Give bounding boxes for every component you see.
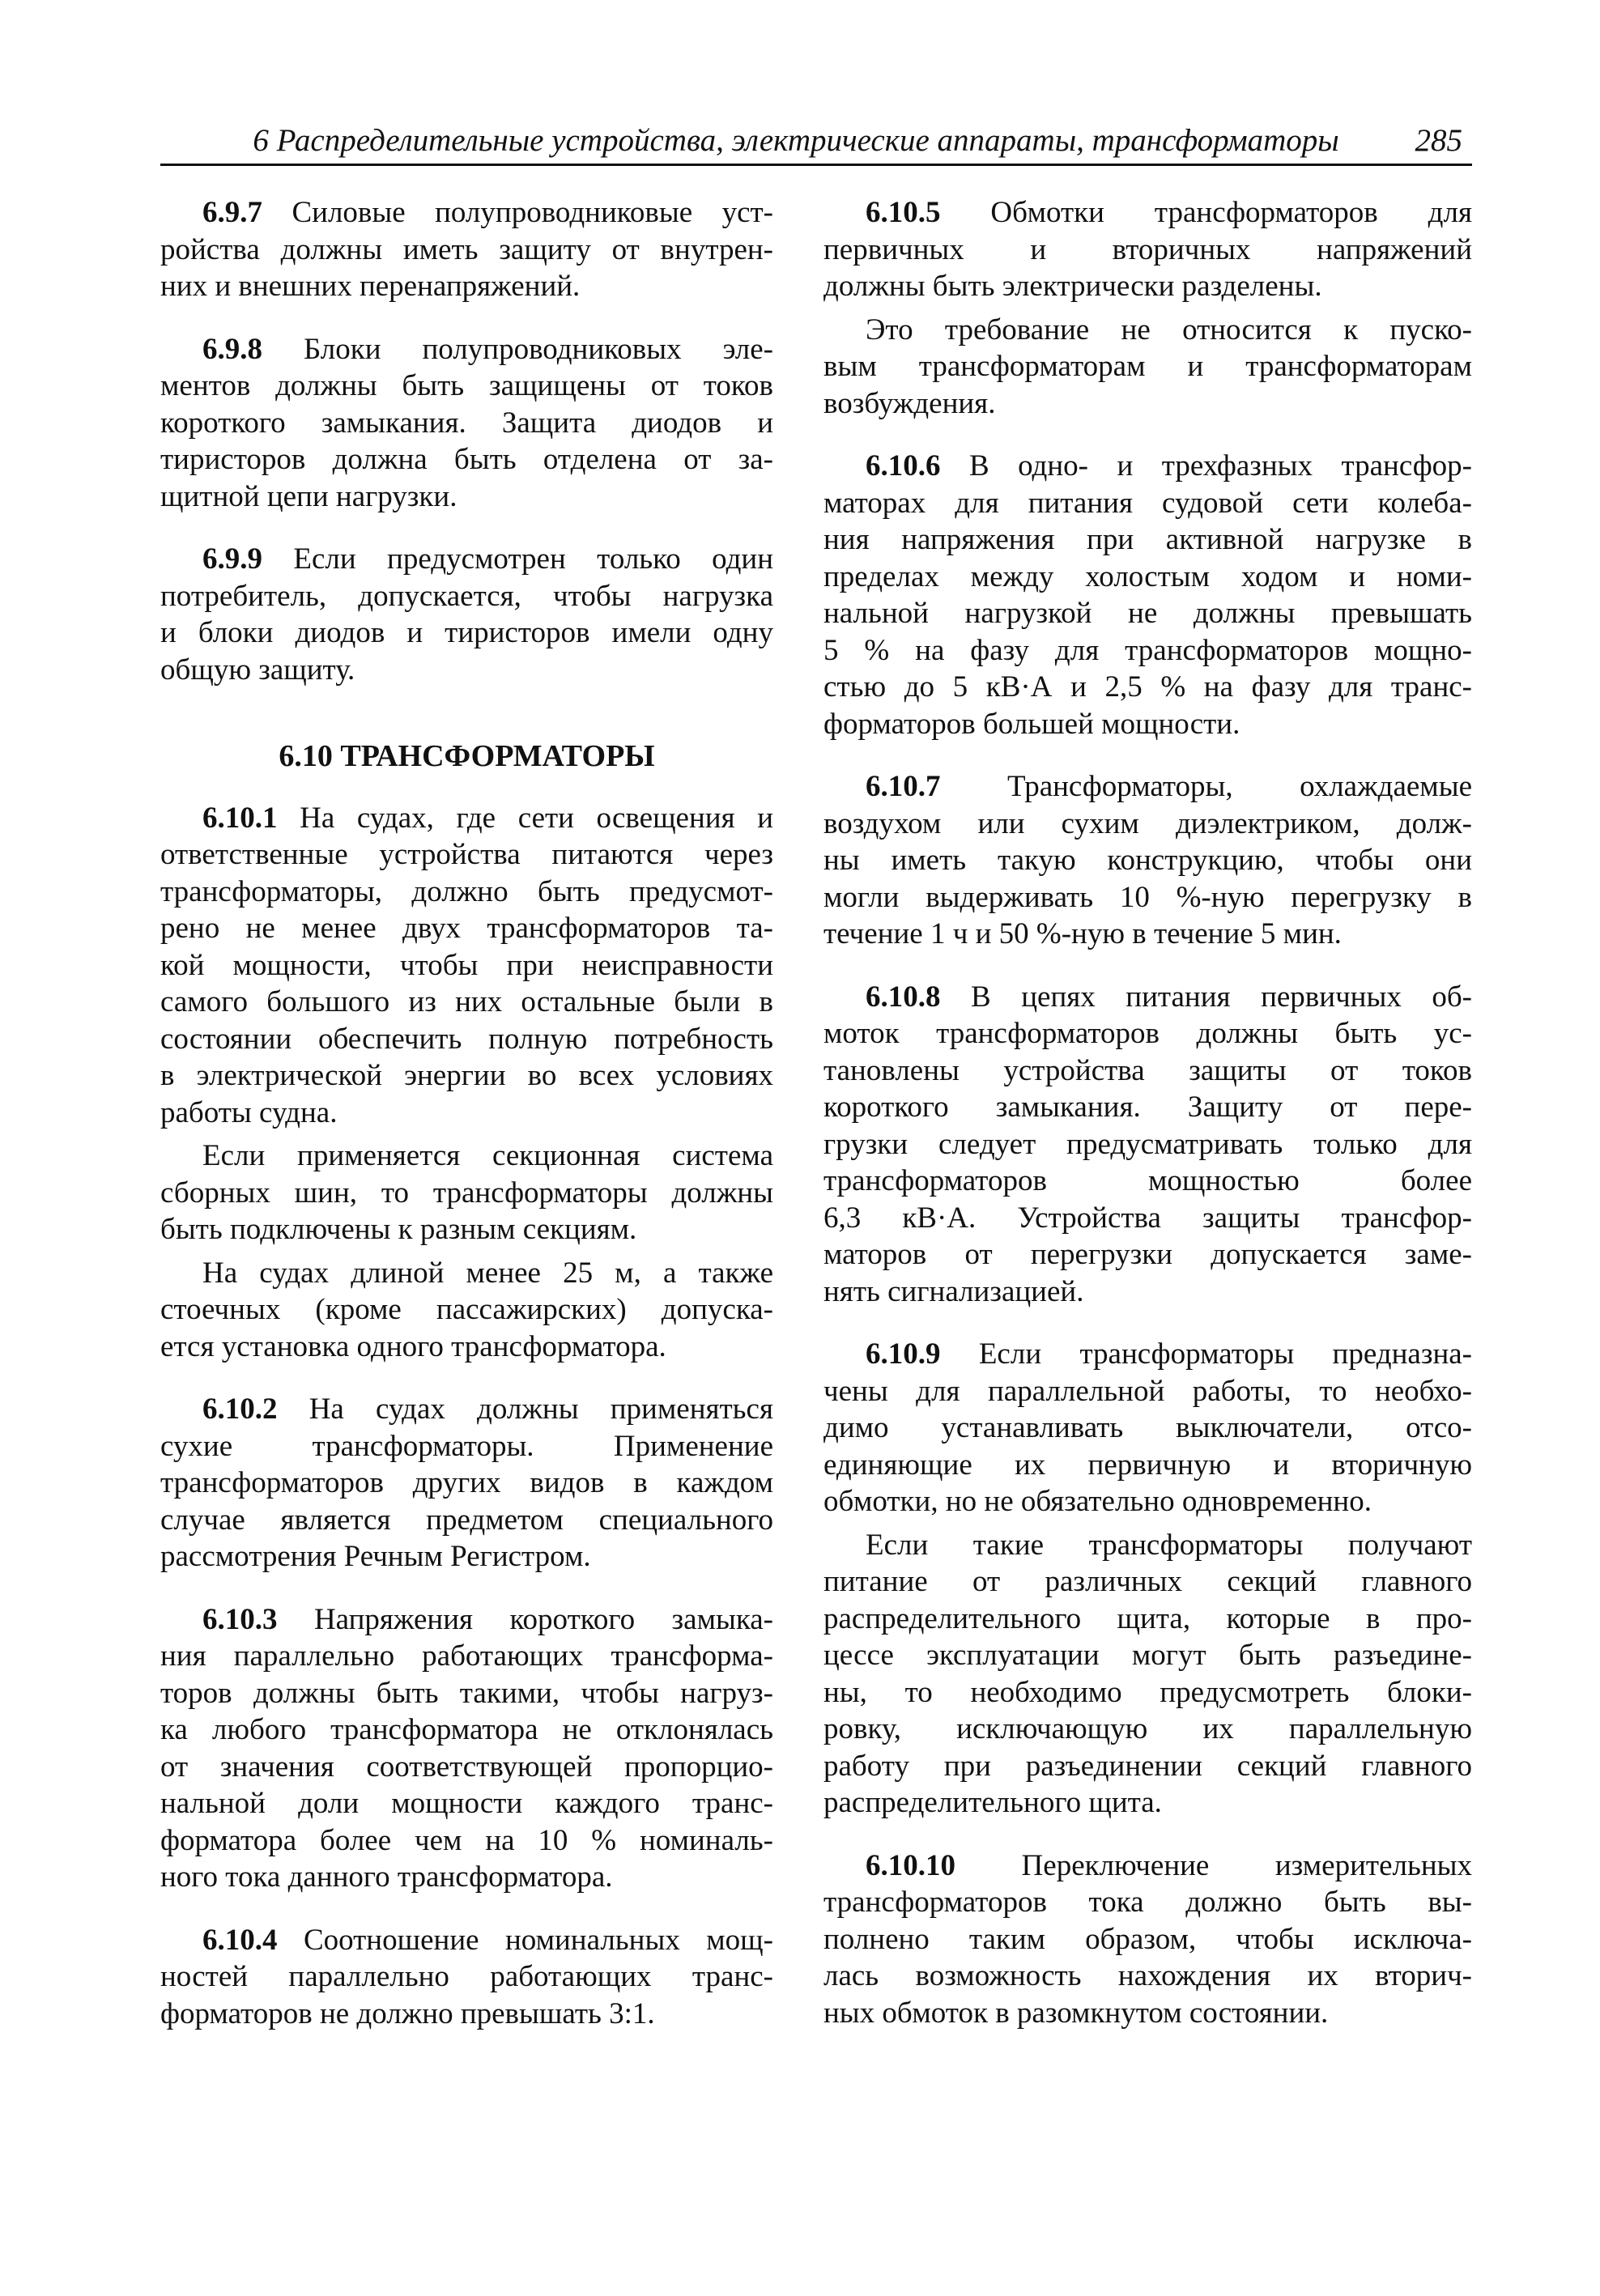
- line-text: общую защиту.: [160, 653, 355, 687]
- text-line: [823, 559, 1472, 596]
- line-text: распределительного щита.: [823, 1786, 1162, 1819]
- text-line: [823, 1236, 1472, 1273]
- text-line: [823, 669, 1472, 706]
- running-header-title: 6 Распределительные устройства, электрические аппараты, трансформаторы: [253, 123, 1339, 158]
- line-text: рено не менее двух трансформаторов та-: [160, 912, 773, 945]
- line-text: Если трансформаторы предназна-: [978, 1337, 1473, 1371]
- line-text: кой мощности, чтобы при неисправности: [160, 948, 773, 982]
- line-text: и блоки диодов и тиристоров имели одну: [160, 616, 773, 649]
- line-text: от значения соответствующей пропорцио-: [160, 1750, 773, 1784]
- clause-paragraph: [160, 800, 773, 1132]
- line-text: ройства должны иметь защиту от внутрен-: [160, 232, 773, 266]
- clause-paragraph: [823, 1847, 1472, 2032]
- text-line: [823, 1409, 1472, 1447]
- line-text: возбуждения.: [823, 386, 996, 420]
- line-text: Если предусмотрен только один: [293, 542, 774, 576]
- text-line: [823, 1884, 1472, 1921]
- text-line: [823, 232, 1472, 269]
- line-text: трансформаторы, должно быть предусмот-: [160, 874, 773, 908]
- line-text: 6,3 кВ·А. Устройства защиты трансфор-: [823, 1201, 1472, 1235]
- line-text: нальной нагрузкой не должны превышать: [823, 597, 1472, 630]
- line-text: ментов должны быть защищены от токов: [160, 369, 773, 402]
- clause-paragraph: [823, 979, 1472, 1311]
- text-line: [823, 1995, 1472, 2032]
- text-line: [160, 874, 773, 911]
- text-line: [160, 194, 773, 232]
- line-text: могли выдерживать 10 %-ную перегрузку в: [823, 880, 1472, 914]
- line-text: Блоки полупроводниковых эле-: [304, 332, 773, 366]
- line-text: ного тока данного трансформатора.: [160, 1860, 613, 1894]
- text-line: [823, 521, 1472, 559]
- text-line: [160, 1428, 773, 1465]
- line-text: В цепях питания первичных об-: [971, 980, 1473, 1014]
- text-line: [160, 652, 773, 689]
- clause-number: 6.9.7: [202, 196, 262, 229]
- line-text: случае является предметом специального: [160, 1503, 773, 1537]
- text-line: [160, 836, 773, 874]
- text-line: [160, 268, 773, 305]
- line-text: ответственные устройства питаются через: [160, 838, 773, 871]
- text-line: [823, 1784, 1472, 1822]
- line-text: цессе эксплуатации могут быть разъедине-: [823, 1639, 1472, 1672]
- line-text: форматоров большей мощности.: [823, 707, 1240, 741]
- line-text: щитной цепи нагрузки.: [160, 479, 457, 513]
- paragraph-continuation: [823, 1527, 1472, 1822]
- text-line: [823, 1015, 1472, 1052]
- line-text: торов должны быть такими, чтобы нагруз-: [160, 1676, 773, 1710]
- line-text: На судах, где сети освещения и: [300, 801, 773, 835]
- text-line: [823, 706, 1472, 743]
- line-text: распределительного щита, которые в про-: [823, 1601, 1472, 1635]
- text-line: [160, 947, 773, 984]
- text-line: [823, 768, 1472, 806]
- line-text: первичных и вторичных напряжений: [823, 232, 1472, 266]
- text-line: [823, 485, 1472, 522]
- line-text: ны иметь такую конструкцию, чтобы они: [823, 844, 1472, 877]
- clause-number: 6.10.10: [866, 1848, 955, 1882]
- text-line: [823, 1447, 1472, 1484]
- text-line: [160, 1329, 773, 1366]
- text-line: [823, 1921, 1472, 1958]
- line-text: воздухом или сухим диэлектриком, долж-: [823, 806, 1472, 840]
- text-line: [160, 910, 773, 947]
- text-line: [823, 1748, 1472, 1785]
- paragraph-continuation: [823, 312, 1472, 423]
- text-line: [823, 879, 1472, 916]
- text-line: [823, 1052, 1472, 1090]
- clause-number: 6.10.3: [202, 1602, 278, 1636]
- line-text: рассмотрения Речным Регистром.: [160, 1540, 591, 1573]
- clause-paragraph: [160, 1922, 773, 2033]
- text-line: [823, 312, 1472, 349]
- line-text: ровку, исключающую их параллельную: [823, 1712, 1472, 1745]
- text-line: [823, 348, 1472, 385]
- clause-paragraph: [823, 768, 1472, 953]
- line-text: тановлены устройства защиты от токов: [823, 1053, 1472, 1087]
- line-text: обмотки, но не обязательно одновременно.: [823, 1485, 1372, 1518]
- line-text: короткого замыкания. Защиту от пере-: [823, 1091, 1472, 1124]
- line-text: короткого замыкания. Защита диодов и: [160, 406, 773, 440]
- clause-number: 6.9.9: [202, 542, 262, 576]
- text-line: [160, 1675, 773, 1712]
- line-text: них и внешних перенапряжений.: [160, 270, 581, 303]
- text-line: [823, 268, 1472, 305]
- text-line: [160, 1996, 773, 2033]
- line-text: нальной доли мощности каждого транс-: [160, 1787, 773, 1820]
- line-text: Это требование не относится к пуско-: [866, 313, 1472, 347]
- line-text: течение 1 ч и 50 %-ную в течение 5 мин.: [823, 917, 1342, 950]
- text-line: [160, 1057, 773, 1095]
- line-text: должны быть электрически разделены.: [823, 270, 1322, 303]
- line-text: стоечных (кроме пассажирских) допуска-: [160, 1293, 773, 1326]
- text-line: [160, 1785, 773, 1822]
- text-line: [160, 1291, 773, 1329]
- clause-paragraph: [160, 541, 773, 688]
- line-text: стью до 5 кВ·А и 2,5 % на фазу для транс-: [823, 670, 1472, 704]
- line-text: питание от различных секций главного: [823, 1565, 1472, 1598]
- text-line: [160, 1391, 773, 1428]
- text-line: [823, 1089, 1472, 1126]
- text-line: [823, 1336, 1472, 1373]
- clause-paragraph: [823, 448, 1472, 742]
- text-line: [160, 800, 773, 837]
- text-line: [823, 1563, 1472, 1601]
- line-text: самого большого из них остальные были в: [160, 985, 773, 1018]
- line-text: трансформаторов тока должно быть вы-: [823, 1886, 1472, 1919]
- line-text: ка любого трансформатора не отклонялась: [160, 1713, 773, 1746]
- left-column: [160, 194, 773, 2032]
- line-text: Силовые полупроводниковые уст-: [291, 196, 773, 229]
- line-text: Соотношение номинальных мощ-: [303, 1923, 773, 1957]
- clause-number: 6.10.7: [866, 770, 941, 803]
- text-line: [823, 1163, 1472, 1200]
- text-line: [823, 595, 1472, 632]
- text-line: [823, 1373, 1472, 1410]
- line-text: полнено таким образом, чтобы исключа-: [823, 1922, 1472, 1956]
- line-text: На судах должны применяться: [309, 1392, 773, 1426]
- clause-number: 6.10.9: [866, 1337, 941, 1371]
- line-text: ных обмоток в разомкнутом состоянии.: [823, 1996, 1329, 2030]
- line-text: Обмотки трансформаторов для: [990, 196, 1472, 229]
- section-heading: 6.10 ТРАНСФОРМАТОРЫ: [279, 739, 655, 773]
- clause-paragraph: [160, 194, 773, 305]
- line-text: работу при разъединении секций главного: [823, 1749, 1472, 1783]
- text-line: [160, 405, 773, 442]
- line-text: димо устанавливать выключатели, отсо-: [823, 1411, 1472, 1444]
- text-line: [160, 478, 773, 516]
- clause-paragraph: [823, 1336, 1472, 1520]
- clause-number: 6.10.5: [866, 196, 941, 229]
- text-line: [823, 448, 1472, 485]
- text-line: [823, 194, 1472, 232]
- text-line: [160, 541, 773, 578]
- running-header: [160, 121, 1472, 166]
- text-line: [160, 1749, 773, 1786]
- text-line: [823, 632, 1472, 670]
- line-text: В одно- и трехфазных трансфор-: [968, 449, 1472, 483]
- text-line: [823, 1958, 1472, 1995]
- line-text: сухие трансформаторы. Применение: [160, 1429, 773, 1463]
- line-text: форматоров не должно превышать 3:1.: [160, 1996, 655, 2030]
- text-line: [160, 1922, 773, 1959]
- line-text: моток трансформаторов должны быть ус-: [823, 1017, 1472, 1050]
- line-text: Переключение измерительных: [1021, 1848, 1472, 1882]
- text-line: [160, 1502, 773, 1539]
- text-line: [160, 232, 773, 269]
- line-text: вым трансформаторам и трансформаторам: [823, 350, 1472, 383]
- line-text: лась возможность нахождения их вторич-: [823, 1959, 1472, 1992]
- line-text: пределах между холостым ходом и номи-: [823, 559, 1472, 593]
- clause-number: 6.10.4: [202, 1923, 278, 1957]
- text-line: [823, 1273, 1472, 1311]
- text-line: [160, 1711, 773, 1749]
- text-line: [160, 1137, 773, 1175]
- line-text: потребитель, допускается, чтобы нагрузка: [160, 579, 773, 613]
- line-text: быть подключены к разным секциям.: [160, 1213, 637, 1246]
- clause-number: 6.9.8: [202, 332, 262, 366]
- text-line: [823, 1674, 1472, 1711]
- text-line: [823, 1200, 1472, 1237]
- text-line: [160, 984, 773, 1021]
- clause-number: 6.10.2: [202, 1392, 278, 1426]
- text-line: [823, 1126, 1472, 1163]
- text-line: [823, 1601, 1472, 1638]
- text-line: [160, 578, 773, 615]
- text-line: [160, 1601, 773, 1639]
- text-line: [160, 1958, 773, 1996]
- text-line: [160, 1021, 773, 1058]
- text-line: [160, 1859, 773, 1896]
- paragraph-continuation: [160, 1255, 773, 1366]
- clause-paragraph: [160, 1391, 773, 1575]
- text-line: [823, 916, 1472, 953]
- line-text: Напряжения короткого замыка-: [313, 1602, 773, 1636]
- text-line: [160, 1638, 773, 1675]
- line-text: маторов от перегрузки допускается заме-: [823, 1238, 1472, 1271]
- line-text: Если применяется секционная система: [202, 1139, 773, 1172]
- text-line: [823, 1847, 1472, 1885]
- text-line: [160, 1538, 773, 1575]
- line-text: тиристоров должна быть отделена от за-: [160, 443, 773, 476]
- text-line: [160, 1465, 773, 1502]
- text-line: [160, 441, 773, 478]
- line-text: единяющие их первичную и вторичную: [823, 1448, 1472, 1482]
- line-text: нять сигнализацией.: [823, 1274, 1084, 1308]
- text-line: [823, 842, 1472, 879]
- text-line: [823, 385, 1472, 423]
- text-line: [160, 1211, 773, 1248]
- line-text: трансформаторов мощностью более: [823, 1164, 1472, 1197]
- clause-number: 6.10.6: [866, 449, 941, 483]
- line-text: в электрической энергии во всех условиях: [160, 1059, 773, 1092]
- line-text: форматора более чем на 10 % номиналь-: [160, 1823, 773, 1857]
- text-line: [160, 1095, 773, 1132]
- line-text: Трансформаторы, охлаждаемые: [1007, 770, 1473, 803]
- line-text: ны, то необходимо предусмотреть блоки-: [823, 1675, 1472, 1709]
- line-text: ностей параллельно работающих транс-: [160, 1960, 773, 1993]
- text-line: [823, 979, 1472, 1016]
- line-text: состоянии обеспечить полную потребность: [160, 1022, 773, 1056]
- text-line: [823, 806, 1472, 843]
- line-text: трансформаторов других видов в каждом: [160, 1466, 773, 1499]
- text-line: [160, 1822, 773, 1860]
- line-text: На судах длиной менее 25 м, а также: [202, 1256, 773, 1290]
- text-line: [160, 1175, 773, 1212]
- text-line: [823, 1527, 1472, 1564]
- clause-paragraph: [160, 331, 773, 516]
- text-line: [823, 1483, 1472, 1520]
- right-column: [823, 194, 1472, 2031]
- text-line: [160, 331, 773, 368]
- line-text: сборных шин, то трансформаторы должны: [160, 1176, 773, 1210]
- clause-paragraph: [823, 194, 1472, 305]
- line-text: чены для параллельной работы, то необхо-: [823, 1374, 1472, 1408]
- line-text: маторах для питания судовой сети колеба-: [823, 486, 1472, 520]
- text-line: [160, 1255, 773, 1292]
- line-text: ния параллельно работающих трансформа-: [160, 1639, 773, 1673]
- paragraph-continuation: [160, 1137, 773, 1248]
- text-line: [823, 1711, 1472, 1748]
- clause-number: 6.10.8: [866, 980, 941, 1014]
- line-text: Если такие трансформаторы получают: [866, 1528, 1472, 1562]
- line-text: работы судна.: [160, 1095, 338, 1129]
- clause-number: 6.10.1: [202, 801, 278, 835]
- page-number: 285: [1415, 123, 1462, 158]
- text-line: [823, 1637, 1472, 1674]
- line-text: 5 % на фазу для трансформаторов мощно-: [823, 633, 1472, 667]
- line-text: грузки следует предусматривать только для: [823, 1127, 1472, 1161]
- clause-paragraph: [160, 1601, 773, 1896]
- line-text: ния напряжения при активной нагрузке в: [823, 523, 1472, 556]
- text-line: [160, 368, 773, 405]
- line-text: ется установка одного трансформатора.: [160, 1329, 666, 1363]
- text-line: [160, 614, 773, 652]
